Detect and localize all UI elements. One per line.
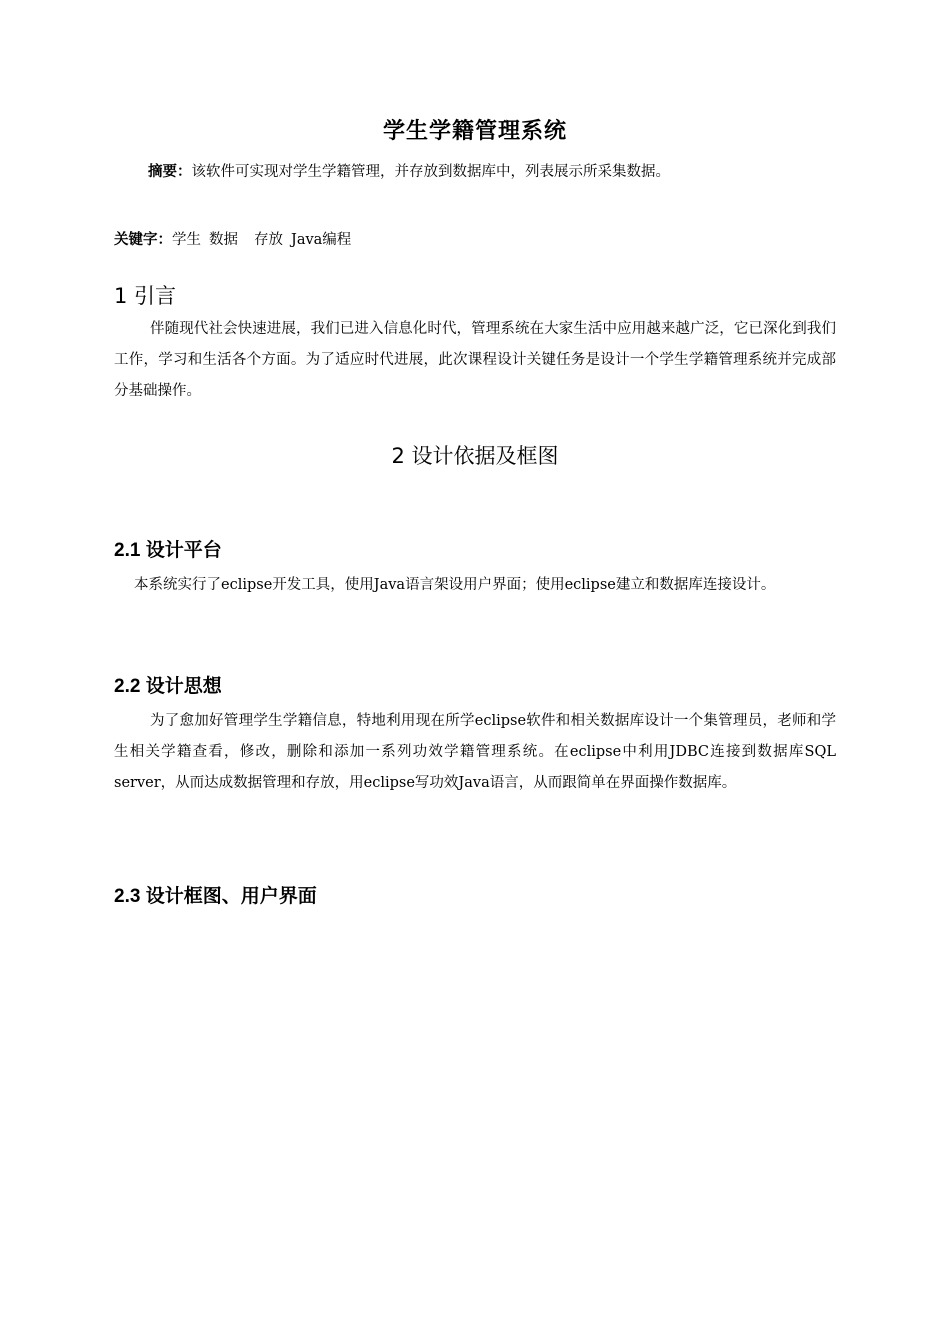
abstract-label: 摘要： [148,164,192,180]
abstract-text: 该软件可实现对学生学籍管理，并存放到数据库中，列表展示所采集数据。 [191,164,670,180]
paragraph-text: 为了愈加好管理学生学籍信息，特地利用现在所学eclipse软件和相关数据库设计一个集管理员，老师和学生相关学籍查看，修改，删除和添加一系列功效学籍管理系统。在eclipse中利用JDBC连接到数据库SQL server，从而达成数据管理和存放，用eclipse写功效Java语言，从而跟简单在界面操作数据库。 [114,713,836,791]
document-title: 学生学籍管理系统 [382,119,567,144]
paragraph-text: 伴随现代社会快速进展，我们已进入信息化时代，管理系统在大家生活中应用越来越广泛，它已深化到我们工作，学习和生活各个方面。为了适应时代进展，此次课程设计关键任务是设计一个学生学籍管理系统并完成部分基础操作。 [114,321,836,399]
section-heading: 2 设计依据及框图 [391,444,559,468]
keywords [114,228,834,249]
section-heading: 1 引言 [114,284,177,308]
keyword: 存放 [254,232,283,248]
section-paragraph [114,314,836,407]
abstract [148,160,848,181]
keyword: 数据 [209,232,238,248]
subsection-heading: 2.2 设计思想 [114,676,222,697]
paragraph-text: 本系统实行了eclipse开发工具，使用Java语言架设用户界面；使用eclipse建立和数据库连接设计。 [134,577,776,593]
subsection-paragraph [114,706,836,799]
subsection-heading: 2.3 设计框图、用户界面 [114,886,317,907]
subsection-paragraph [114,570,836,601]
subsection-heading: 2.1 设计平台 [114,540,222,561]
keyword: 学生 [172,232,201,248]
keyword: Java编程 [291,232,352,248]
keywords-label: 关键字： [114,232,172,248]
